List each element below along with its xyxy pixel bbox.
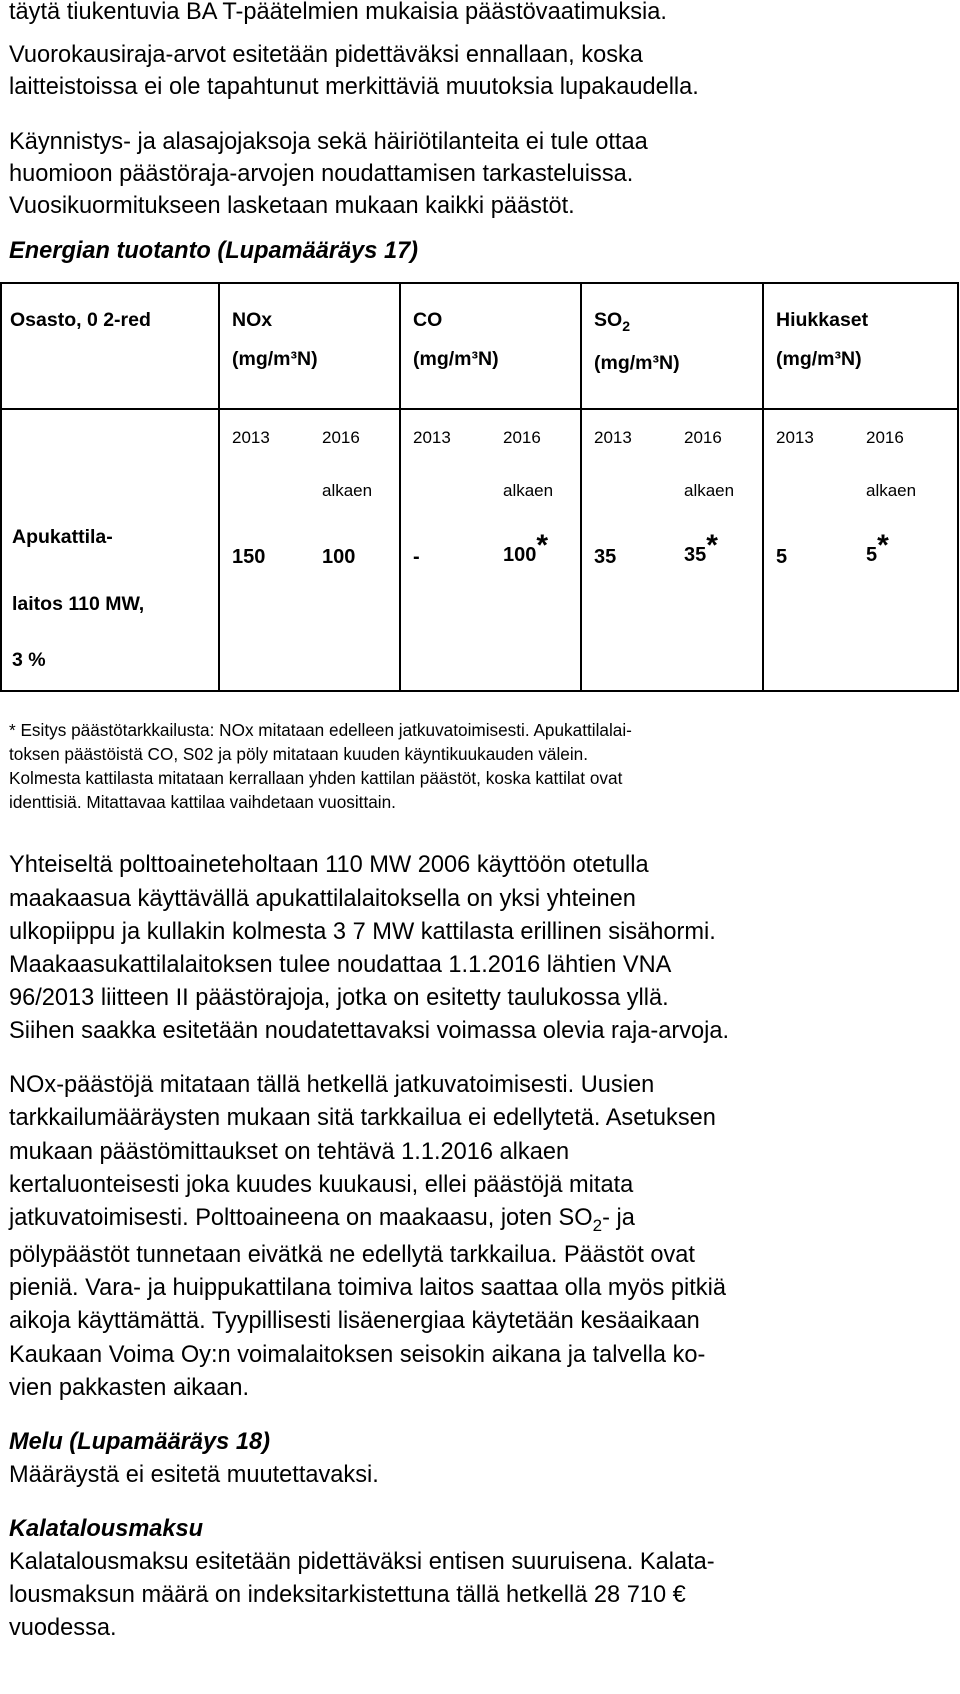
header-nox-unit: (mg/m³N) <box>232 348 318 370</box>
para3-line-7: pieniä. Vara- ja huippukattilana toimiva laitos saattaa olla myös pitkiä <box>9 1275 726 1301</box>
para3-line-5 <box>9 1203 635 1235</box>
kala-line-3: vuodessa. <box>9 1615 117 1641</box>
header-hiukkaset-unit: (mg/m³N) <box>776 348 862 370</box>
intro-line-6: Vuosikuormitukseen lasketaan mukaan kaikki päästöt. <box>9 193 575 219</box>
para2-line-3: ulkopiippu ja kullakin kolmesta 3 7 MW kattilasta erillinen sisähormi. <box>9 919 716 945</box>
para3-line-9: Kaukaan Voima Oy:n voimalaitoksen seisokin aikana ja talvella ko- <box>9 1342 706 1368</box>
intro-line-3: laitteistoissa ei ole tapahtunut merkittäviä muutoksia lupakaudella. <box>9 74 699 100</box>
value-nox-2013: 150 <box>232 546 266 568</box>
para2-line-5: 96/2013 liitteen II päästörajoja, jotka on esitetty taulukossa yllä. <box>9 985 669 1011</box>
note-line-3: Kolmesta kattilasta mitataan kerrallaan yhden kattilan päästöt, koska kattilat ovat <box>9 768 623 788</box>
table-border-top <box>0 282 959 284</box>
value-co-2016-asterisk: * <box>536 529 549 562</box>
table-border-left <box>0 282 2 692</box>
year-nox-2013: 2013 <box>232 428 270 447</box>
year-hiuk-2016: 2016 <box>866 428 904 447</box>
value-so2-2013: 35 <box>594 546 617 568</box>
para3-line-1: NOx-päästöjä mitataan tällä hetkellä jatkuvatoimisesti. Uusien <box>9 1072 655 1098</box>
value-so2-2016-asterisk: * <box>706 529 718 562</box>
table-rule-col3 <box>580 282 582 692</box>
year-co-alkaen: alkaen <box>503 481 554 500</box>
year-so2-alkaen: alkaen <box>684 481 735 500</box>
header-hiukkaset: Hiukkaset <box>776 309 869 331</box>
intro-line-5: huomioon päästöraja-arvojen noudattamisen tarkasteluissa. <box>9 161 634 187</box>
year-nox-alkaen: alkaen <box>322 481 373 500</box>
note-line-2: toksen päästöistä CO, S02 ja pöly mitataan kuuden käyntikuukauden välein. <box>9 744 589 764</box>
intro-line-1: täytä tiukentuvia BA T-päätelmien mukaisia päästövaatimuksia. <box>9 0 667 25</box>
header-osasto: Osasto, 0 2-red <box>10 309 151 331</box>
header-co: CO <box>413 309 443 331</box>
year-nox-2016: 2016 <box>322 428 360 447</box>
note-line-1: * Esitys päästötarkkailusta: NOx mitataan edelleen jatkuvatoimisesti. Apukattilalai- <box>9 720 632 740</box>
year-co-2013: 2013 <box>413 428 451 447</box>
header-so2 <box>594 308 630 333</box>
row-label-line-1: Apukattila- <box>12 526 113 548</box>
para3-line-8: aikoja käyttämättä. Tyypillisesti lisäenergiaa käytetään kesäaikaan <box>9 1308 700 1334</box>
para3-line-5-a: jatkuvatoimisesti. Polttoaineena on maakaasu, joten SO <box>9 1205 593 1231</box>
para3-line-2: tarkkailumääräysten mukaan sitä tarkkailua ei edellytetä. Asetuksen <box>9 1105 716 1131</box>
year-co-2016: 2016 <box>503 428 541 447</box>
value-hiuk-2016 <box>866 529 889 567</box>
para3-line-5-b: - ja <box>602 1205 635 1231</box>
header-so2-main: SO <box>594 309 623 331</box>
header-co-unit: (mg/m³N) <box>413 348 499 370</box>
value-co-2013: - <box>413 546 420 568</box>
melu-heading: Melu (Lupamääräys 18) <box>9 1429 270 1455</box>
melu-text: Määräystä ei esitetä muutettavaksi. <box>9 1462 379 1488</box>
para2-line-1: Yhteiseltä polttoaineteholtaan 110 MW 2006 käyttöön otetulla <box>9 852 649 878</box>
header-nox: NOx <box>232 309 273 331</box>
table-rule-header <box>0 408 959 410</box>
year-so2-2013: 2013 <box>594 428 632 447</box>
value-hiuk-2016-asterisk: * <box>877 529 889 562</box>
para3-line-5-sub: 2 <box>592 1215 603 1235</box>
year-hiuk-2013: 2013 <box>776 428 814 447</box>
row-label-line-2: laitos 110 MW, <box>12 593 145 615</box>
emission-limits-table <box>0 0 960 700</box>
kala-heading: Kalatalousmaksu <box>9 1516 204 1542</box>
para2-line-2: maakaasua käyttävällä apukattilalaitoksella on yksi yhteinen <box>9 886 636 912</box>
value-so2-2016 <box>684 529 718 567</box>
para2-line-4: Maakaasukattilalaitoksen tulee noudattaa 1.1.2016 lähtien VNA <box>9 952 672 978</box>
para3-line-3: mukaan päästömittaukset on tehtävä 1.1.2016 alkaen <box>9 1139 570 1165</box>
value-co-2016 <box>503 529 549 567</box>
year-hiuk-alkaen: alkaen <box>866 481 917 500</box>
para2-line-6: Siihen saakka esitetään noudatettavaksi voimassa olevia raja-arvoja. <box>9 1018 730 1044</box>
table-rule-col4 <box>762 282 764 692</box>
intro-line-4: Käynnistys- ja alasajojaksoja sekä häiriötilanteita ei tule ottaa <box>9 129 648 155</box>
kala-line-2: lousmaksun määrä on indeksitarkistettuna tällä hetkellä 28 710 € <box>9 1582 686 1608</box>
kala-line-1: Kalatalousmaksu esitetään pidettäväksi entisen suuruisena. Kalata- <box>9 1549 715 1575</box>
para3-line-10: vien pakkasten aikaan. <box>9 1375 250 1401</box>
table-rule-col2 <box>399 282 401 692</box>
value-nox-2016: 100 <box>322 546 356 568</box>
para3-line-6: pölypäästöt tunnetaan eivätkä ne edellytä tarkkailua. Päästöt ovat <box>9 1242 695 1268</box>
table-border-right <box>957 282 959 692</box>
table-rule-col1 <box>218 282 220 692</box>
value-hiuk-2016-number: 5 <box>866 544 878 566</box>
header-so2-sub: 2 <box>622 317 630 334</box>
year-so2-2016: 2016 <box>684 428 722 447</box>
note-line-4: identtisiä. Mitattavaa kattilaa vaihdetaan vuosittain. <box>9 792 396 812</box>
para3-line-4: kertaluonteisesti joka kuudes kuukausi, ellei päästöjä mitata <box>9 1172 634 1198</box>
table-border-bottom <box>0 690 959 692</box>
value-hiuk-2013: 5 <box>776 546 788 568</box>
energy-heading: Energian tuotanto (Lupamääräys 17) <box>9 238 419 264</box>
row-label-line-3: 3 % <box>12 649 46 671</box>
value-so2-2016-number: 35 <box>684 544 707 566</box>
header-so2-unit: (mg/m³N) <box>594 352 680 374</box>
value-co-2016-number: 100 <box>503 544 537 566</box>
intro-line-2: Vuorokausiraja-arvot esitetään pidettäväksi ennallaan, koska <box>9 42 643 68</box>
